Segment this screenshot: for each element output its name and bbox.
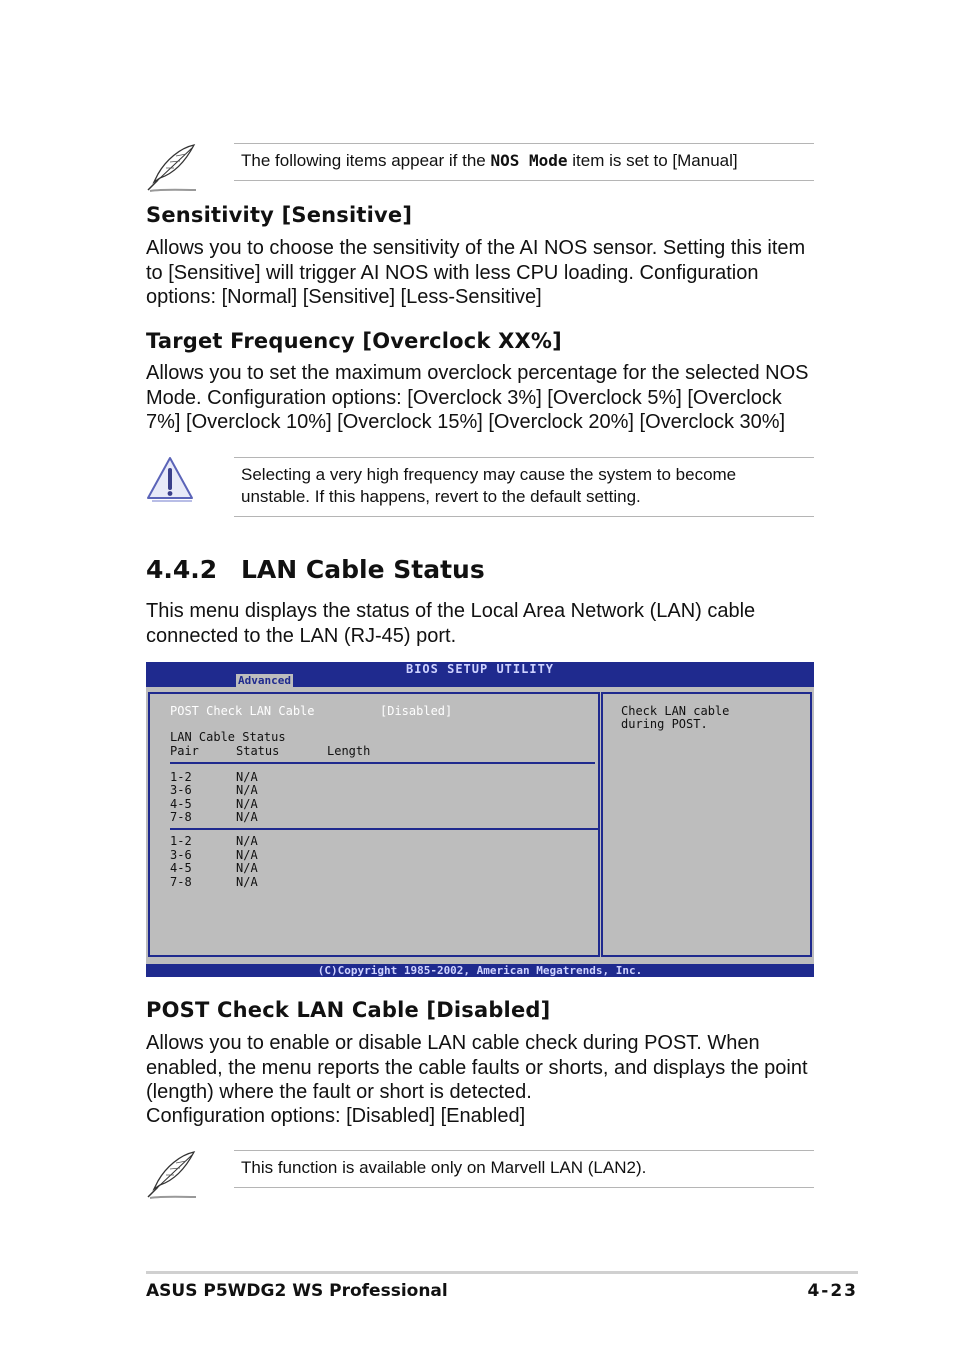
post-check-options: Configuration options: [Disabled] [Enabled]: [146, 1105, 526, 1127]
note-term: NOS Mode: [490, 151, 568, 170]
caution-line-2: unstable. If this happens, revert to the default setting.: [241, 487, 641, 506]
bios-pair: 4-5: [170, 861, 192, 875]
note-text-before: The following items appear if the: [241, 151, 491, 170]
bios-option-value[interactable]: [Disabled]: [380, 704, 453, 718]
bios-status: N/A: [236, 770, 258, 784]
bios-divider: [170, 762, 595, 764]
warning-icon: [144, 454, 196, 504]
bios-copyright: (C)Copyright 1985-2002, American Megatrends, Inc.: [146, 964, 814, 977]
footer-page-number: 4-23: [807, 1281, 858, 1301]
note-box: [234, 143, 814, 181]
bios-status: N/A: [236, 783, 258, 797]
bios-status: N/A: [236, 834, 258, 848]
note-box: [234, 1150, 814, 1188]
bios-divider: [170, 828, 598, 830]
note-text-after: item is set to [Manual]: [567, 151, 738, 170]
bios-pair: 4-5: [170, 797, 192, 811]
note-feather-icon: [144, 1149, 200, 1201]
bios-pair: 7-8: [170, 875, 192, 889]
bios-option-label[interactable]: POST Check LAN Cable: [170, 704, 315, 718]
caution-box: [234, 457, 814, 517]
section-text: This menu displays the status of the Local Area Network (LAN) cable connected to the LAN (RJ-45) port.: [146, 600, 756, 647]
bios-pair: 3-6: [170, 783, 192, 797]
bios-pair: 3-6: [170, 848, 192, 862]
bios-help-line-2: during POST.: [621, 717, 708, 731]
bios-col-length: Length: [327, 744, 371, 758]
caution-line-1: Selecting a very high frequency may cause the system to become: [241, 465, 737, 484]
bios-screen: [146, 662, 814, 977]
post-check-heading: POST Check LAN Cable [Disabled]: [146, 998, 551, 1022]
bios-col-status: Status: [236, 744, 280, 758]
sensitivity-text: Allows you to choose the sensitivity of the AI NOS sensor. Setting this item to [Sensitive] will trigger AI NOS with less CPU loading. Configuration options: [Normal] [Sensitive] [Less-Sensitive]: [146, 237, 806, 308]
target-frequency-heading: Target Frequency [Overclock XX%]: [146, 329, 562, 353]
bios-status: N/A: [236, 848, 258, 862]
bios-status: N/A: [236, 797, 258, 811]
sensitivity-heading: Sensitivity [Sensitive]: [146, 203, 413, 227]
note-text: This function is available only on Marvell LAN (LAN2).: [241, 1158, 647, 1177]
footer-product: ASUS P5WDG2 WS Professional: [146, 1281, 448, 1301]
section-heading: [146, 555, 485, 584]
bios-status-heading: LAN Cable Status: [170, 730, 286, 744]
bios-status: N/A: [236, 861, 258, 875]
section-number: 4.4.2: [146, 555, 218, 584]
bios-status: N/A: [236, 810, 258, 824]
bios-help-line-1: Check LAN cable: [621, 704, 730, 718]
bios-status: N/A: [236, 875, 258, 889]
bios-pair: 1-2: [170, 834, 192, 848]
footer-rule: [146, 1271, 858, 1274]
bios-title: BIOS SETUP UTILITY: [405, 662, 555, 676]
bios-col-pair: Pair: [170, 744, 199, 758]
bios-pair: 1-2: [170, 770, 192, 784]
bios-settings-panel: [148, 692, 600, 957]
note-feather-icon: [144, 142, 200, 194]
bios-pair: 7-8: [170, 810, 192, 824]
post-check-text: Allows you to enable or disable LAN cable check during POST. When enabled, the menu reports the cable faults or shorts, and displays the point (length) where the fault or short is detected.: [146, 1032, 808, 1103]
section-title: LAN Cable Status: [241, 555, 485, 584]
target-frequency-text: Allows you to set the maximum overclock percentage for the selected NOS Mode. Configuration options: [Overclock 3%] [Overclock 5%] [Overclock 7%] [Overclock 10%] [Overclock 15%] [Overclock 20%] [Overclock 30%]: [146, 362, 809, 433]
bios-tab-advanced[interactable]: Advanced: [238, 674, 291, 687]
bios-help-panel: [601, 692, 812, 957]
